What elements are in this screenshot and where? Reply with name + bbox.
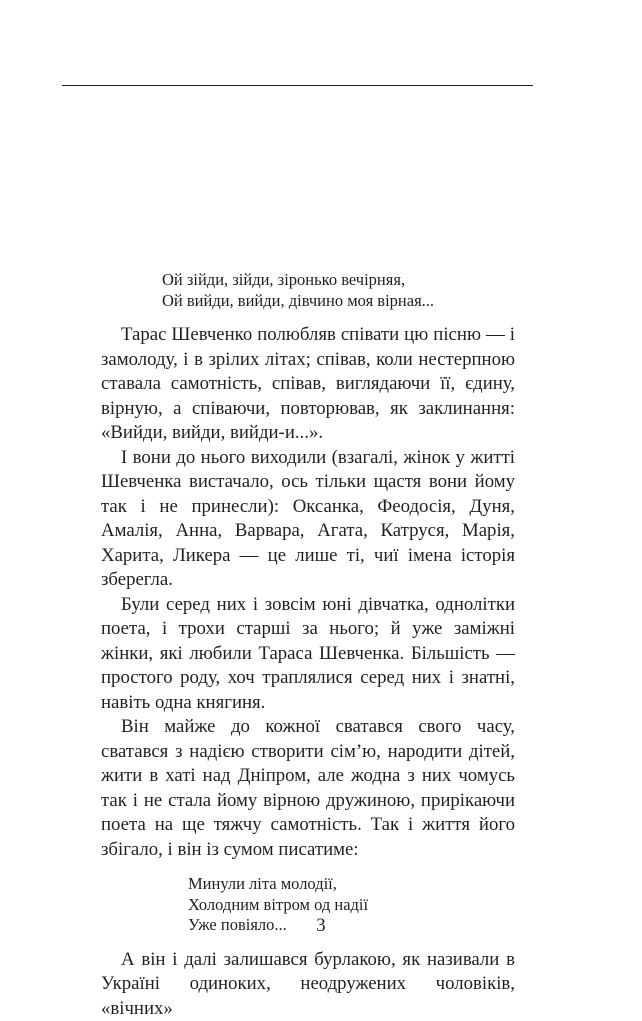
verse-line: Уже повіяло... (188, 915, 515, 936)
paragraph: Були серед них і зовсім юні дівчатка, однолітки поета, і трохи старші за нього; й уже заміжні жінки, які любили Тараса Шевченка. Більшість — простого роду, хоч траплялися серед них і знатні, навіть одна княгиня. (101, 593, 515, 716)
paragraph: А він і далі залишався бурлакою, як називали в Україні одиноких, неодружених чоловіків, «вічних» (101, 948, 515, 1021)
header-rule (62, 85, 533, 86)
paragraph: Тарас Шевченко полюбляв співати цю пісню — і замолоду, і в зрілих літах; співав, коли нестерпною ставала самотність, співав, виглядаючи її, єдину, вірную, а співаючи, повторював, як заклинання: «Вийди, вийди, вийди-и...». (101, 323, 515, 446)
verse-line: Ой вийди, вийди, дівчино моя вірная... (162, 291, 515, 312)
verse-line: Холодним вітром од надії (188, 895, 515, 916)
prose-block (101, 323, 515, 862)
paragraph: Він майже до кожної сватався свого часу, сватався з надією створити сім’ю, народити дітей, жити в хаті над Дніпром, але жодна з них чомусь так і не стала йому вірною дружиною, прирікаючи поета на ще тяжчу самотність. Так і життя його збігало, і він із сумом писатиме: (101, 715, 515, 862)
verse-line: Минули літа молодії, (188, 874, 515, 895)
page-body (101, 270, 515, 1021)
verse-line: Ой зійди, зійди, зіронько вечірняя, (162, 270, 515, 291)
page-number: 3 (0, 914, 642, 938)
verse-epigraph (162, 270, 515, 311)
prose-block (101, 948, 515, 1021)
paragraph: І вони до нього виходили (взагалі, жінок у житті Шевченка вистачало, ось тільки щастя вони йому так і не принесли): Оксанка, Феодосія, Дуня, Амалія, Анна, Варвара, Агата, Катруся, Марія, Харита, Ликера — це лише ті, чиї імена історія зберегла. (101, 446, 515, 593)
